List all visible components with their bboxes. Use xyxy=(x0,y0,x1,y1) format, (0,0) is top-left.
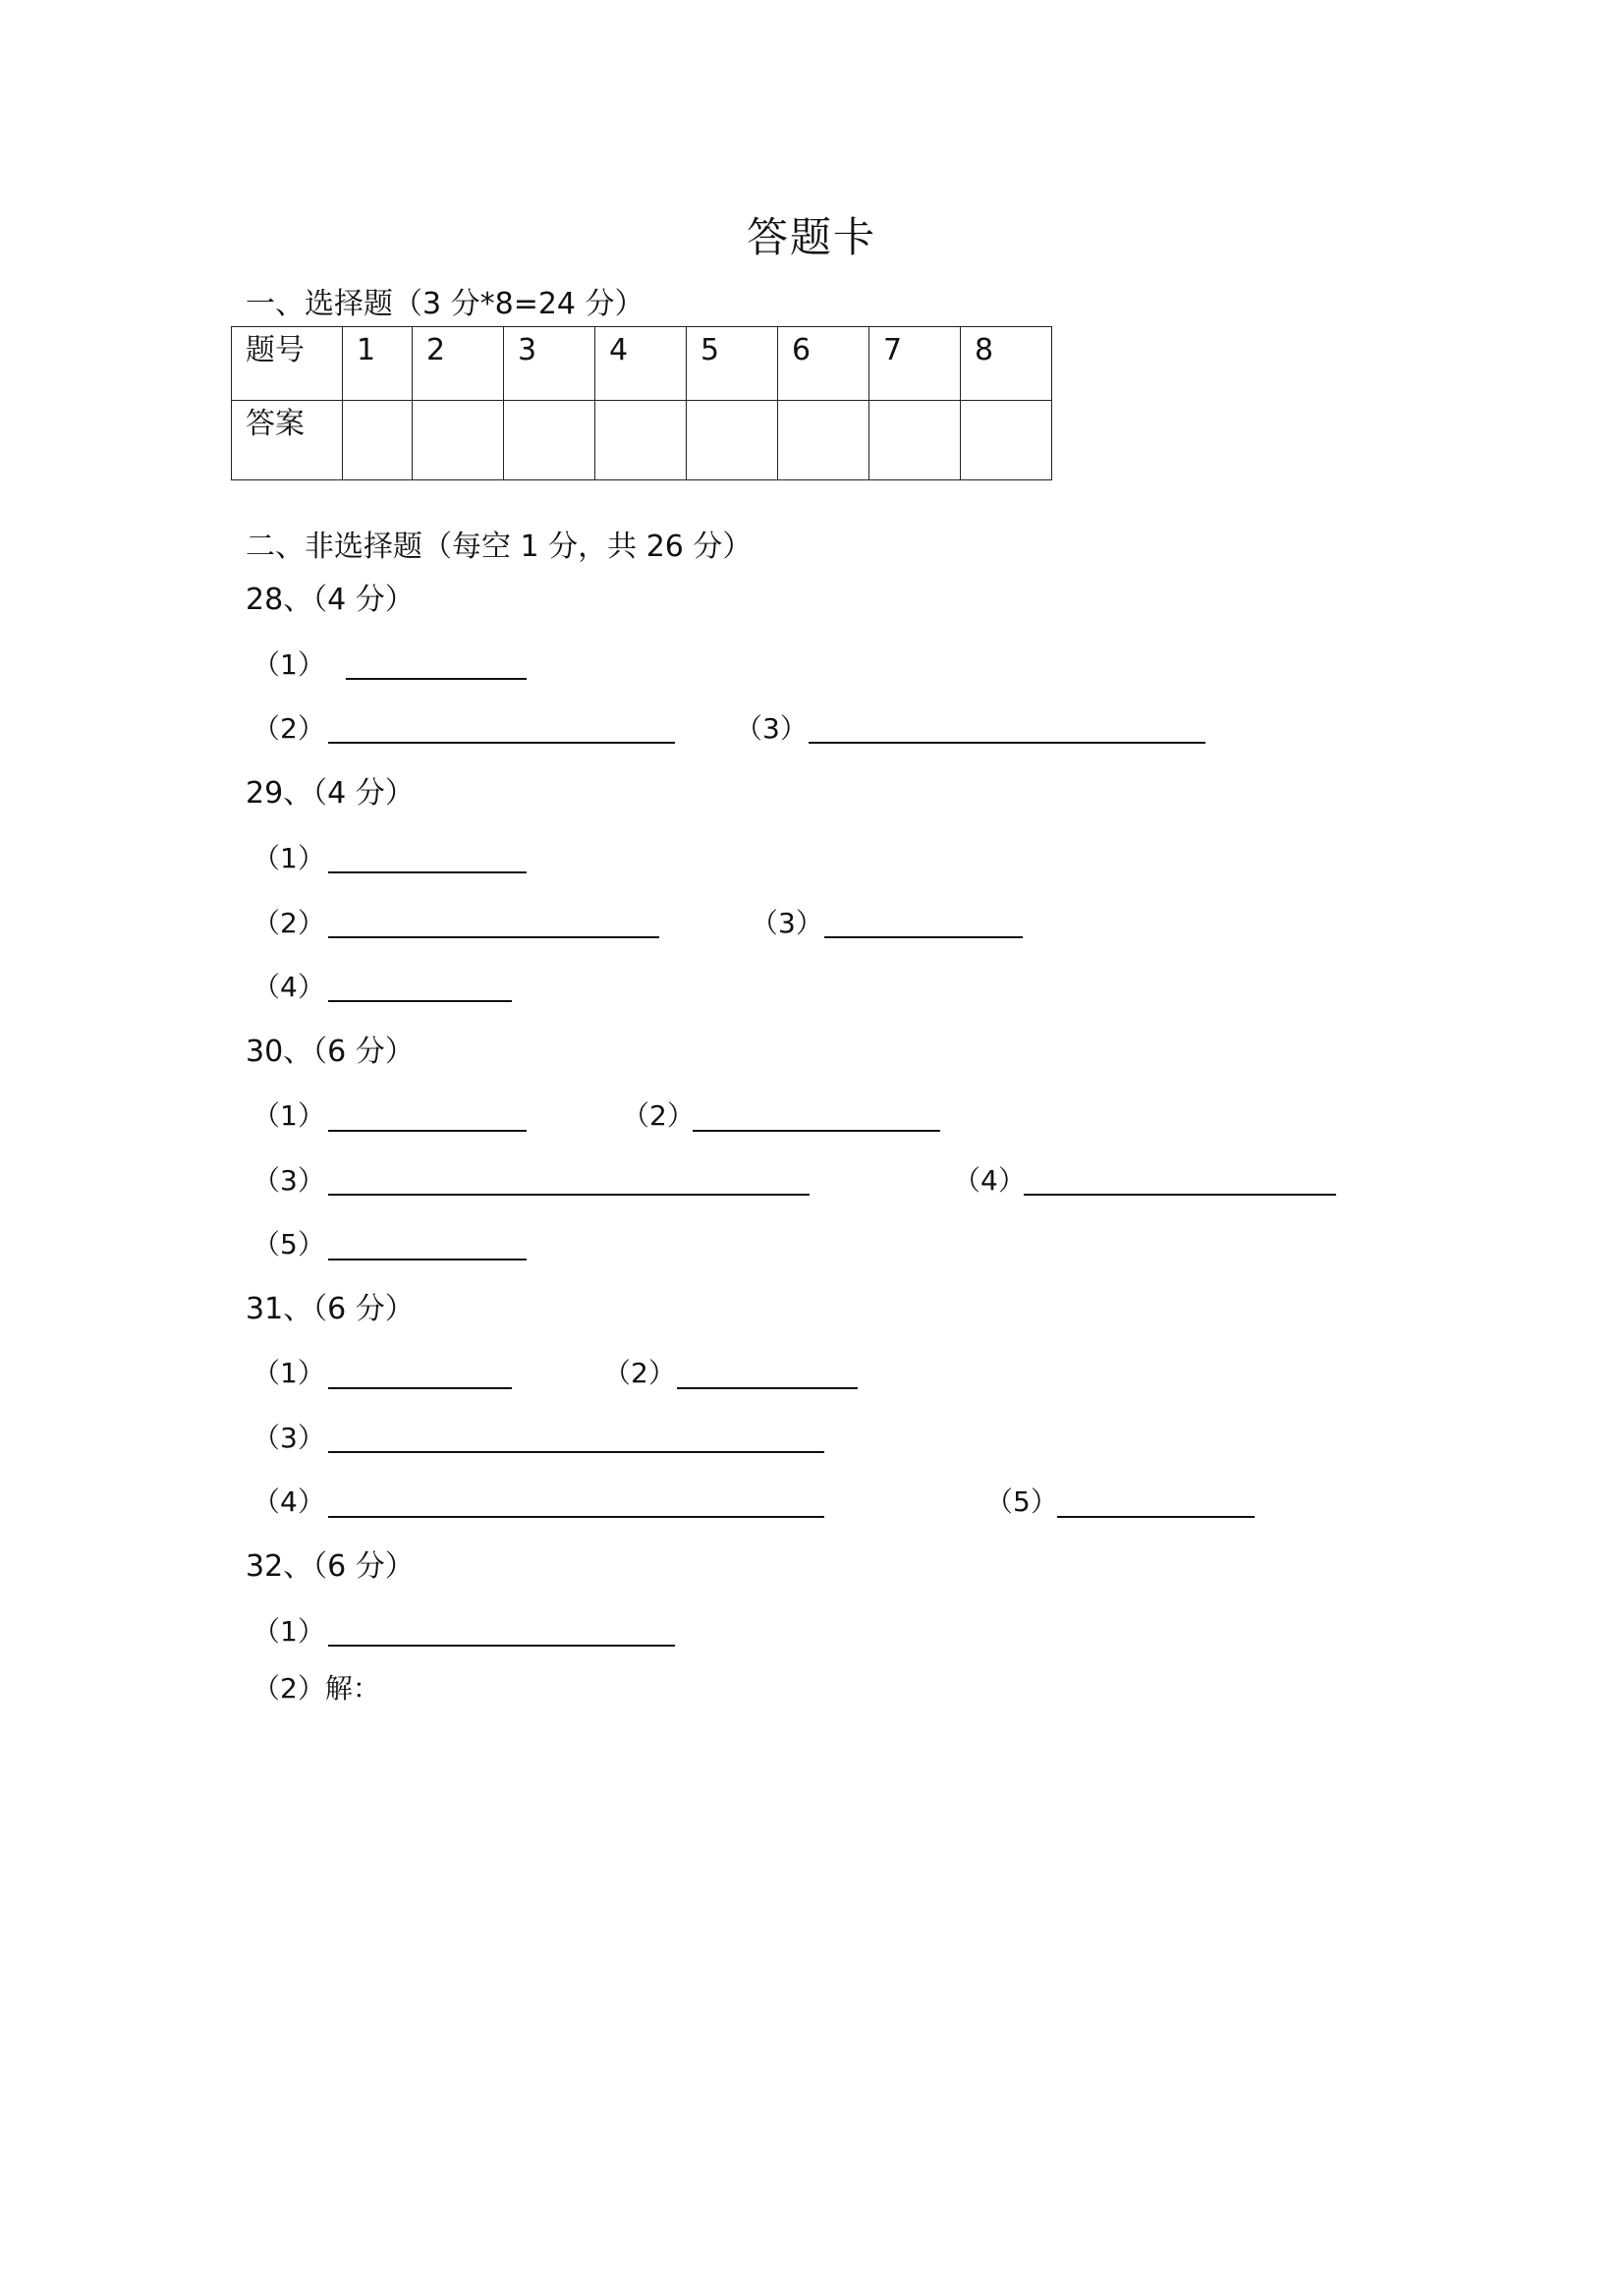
q30-blank1-line[interactable] xyxy=(328,1130,527,1132)
q30-blank3-line[interactable] xyxy=(328,1194,810,1196)
section2-heading: 二、非选择题（每空 1 分，共 26 分） xyxy=(246,530,753,564)
question-number-cell: 1 xyxy=(343,327,413,401)
q28-blank1-label: （1） xyxy=(252,648,325,681)
q30-blank4-label: （4） xyxy=(953,1164,1026,1197)
q32-part2-label: （2）解： xyxy=(252,1672,380,1705)
answer-cell[interactable] xyxy=(687,401,778,480)
q29-blank2-label: （2） xyxy=(252,907,325,939)
q28-blank3-line[interactable] xyxy=(809,742,1205,744)
answer-cell[interactable] xyxy=(595,401,687,480)
question-number-cell: 2 xyxy=(413,327,504,401)
q29-blank3-label: （3） xyxy=(751,907,823,939)
question-number-cell: 8 xyxy=(961,327,1052,401)
section1-heading: 一、选择题（3 分*8=24 分） xyxy=(246,287,644,321)
q29-title: 29、（4 分） xyxy=(246,776,415,811)
q28-blank2-line[interactable] xyxy=(328,742,675,744)
q28-title: 28、（4 分） xyxy=(246,583,415,617)
q30-blank3-label: （3） xyxy=(252,1164,325,1197)
row-label-answer: 答案 xyxy=(232,401,343,480)
q30-blank2-label: （2） xyxy=(622,1099,695,1132)
q32-title: 32、（6 分） xyxy=(246,1549,415,1584)
q31-blank3-line[interactable] xyxy=(328,1451,824,1453)
q30-blank5-line[interactable] xyxy=(328,1259,527,1260)
answer-cell[interactable] xyxy=(778,401,869,480)
q31-title: 31、（6 分） xyxy=(246,1292,415,1326)
q32-blank1-label: （1） xyxy=(252,1615,325,1648)
q29-blank2-line[interactable] xyxy=(328,936,659,938)
answer-grid xyxy=(231,326,1052,480)
q29-blank1-label: （1） xyxy=(252,842,325,874)
row-label-number: 题号 xyxy=(232,327,343,401)
q28-blank3-label: （3） xyxy=(735,712,808,745)
answer-cell[interactable] xyxy=(961,401,1052,480)
answer-cell[interactable] xyxy=(343,401,413,480)
q31-blank1-label: （1） xyxy=(252,1357,325,1389)
question-number-cell: 4 xyxy=(595,327,687,401)
answer-cell[interactable] xyxy=(413,401,504,480)
q29-blank4-label: （4） xyxy=(252,971,325,1003)
question-number-cell: 7 xyxy=(869,327,961,401)
q31-blank4-label: （4） xyxy=(252,1485,325,1518)
q30-blank4-line[interactable] xyxy=(1024,1194,1336,1196)
q28-blank2-label: （2） xyxy=(252,712,325,745)
q30-blank2-line[interactable] xyxy=(693,1130,940,1132)
q29-blank3-line[interactable] xyxy=(824,936,1023,938)
q31-blank2-line[interactable] xyxy=(677,1387,858,1389)
q31-blank1-line[interactable] xyxy=(328,1387,512,1389)
question-number-cell: 3 xyxy=(504,327,595,401)
q28-blank1-line[interactable] xyxy=(346,678,527,680)
q31-blank5-line[interactable] xyxy=(1057,1516,1255,1518)
answer-cell[interactable] xyxy=(869,401,961,480)
question-number-cell: 5 xyxy=(687,327,778,401)
question-number-cell: 6 xyxy=(778,327,869,401)
q31-blank5-label: （5） xyxy=(985,1485,1058,1518)
q31-blank3-label: （3） xyxy=(252,1422,325,1454)
question-number-row xyxy=(232,327,1052,401)
q30-title: 30、（6 分） xyxy=(246,1035,415,1069)
page-title: 答题卡 xyxy=(746,213,876,261)
answer-row xyxy=(232,401,1052,480)
q31-blank4-line[interactable] xyxy=(328,1516,824,1518)
q30-blank1-label: （1） xyxy=(252,1099,325,1132)
answer-cell[interactable] xyxy=(504,401,595,480)
q29-blank1-line[interactable] xyxy=(328,871,527,873)
q29-blank4-line[interactable] xyxy=(328,1000,512,1002)
q31-blank2-label: （2） xyxy=(603,1357,676,1389)
q32-blank1-line[interactable] xyxy=(328,1645,675,1647)
q30-blank5-label: （5） xyxy=(252,1228,325,1260)
